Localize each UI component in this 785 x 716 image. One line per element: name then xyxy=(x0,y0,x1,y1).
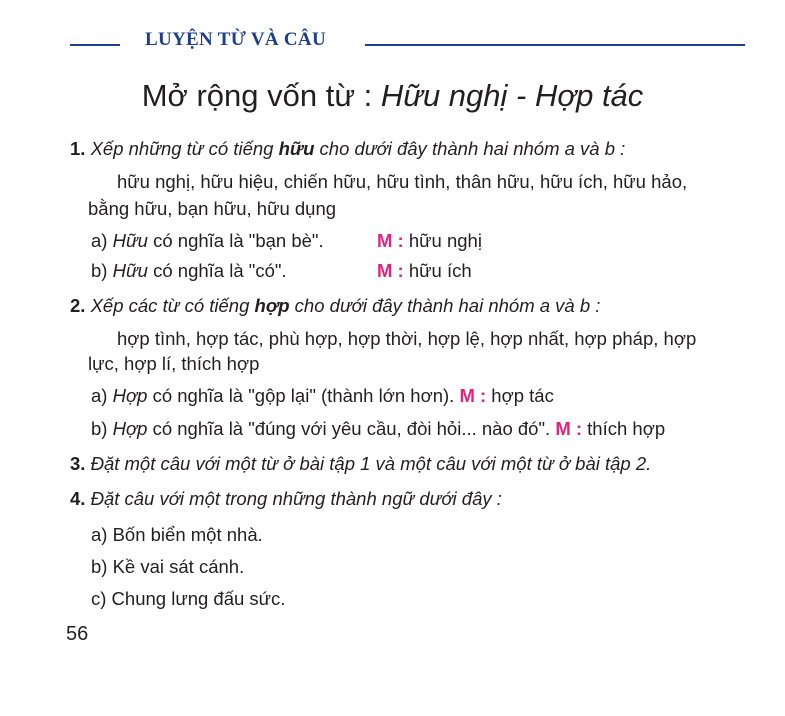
exercise-2-words-line-2: lực, hợp lí, thích hợp xyxy=(88,353,260,374)
model-marker: M : xyxy=(459,385,487,406)
exercise-2-prompt-start: Xếp các từ có tiếng xyxy=(90,295,255,316)
section-title: LUYỆN TỪ VÀ CÂU xyxy=(145,29,326,50)
page-number: 56 xyxy=(66,623,89,645)
exercise-1-model-b xyxy=(377,260,472,282)
exercise-2-prompt-end: cho dưới đây thành hai nhóm a và b : xyxy=(289,295,601,316)
exercise-1-words-line-2: bằng hữu, bạn hữu, hữu dụng xyxy=(88,198,337,219)
header-rule-left xyxy=(70,44,120,46)
exercise-4-item-a: a) Bốn biển một nhà. xyxy=(91,524,263,545)
item-meaning: có nghĩa là "gộp lại" (thành lớn hơn). xyxy=(147,385,455,406)
exercise-1-words-line-1: hữu nghị, hữu hiệu, chiến hữu, hữu tình, thân hữu, hữu ích, hữu hảo, xyxy=(117,171,688,192)
model-marker: M : xyxy=(377,260,404,281)
lesson-title-prefix: Mở rộng vốn từ : xyxy=(141,78,381,113)
exercise-3 xyxy=(70,453,651,475)
exercise-1-item-b xyxy=(91,260,287,282)
item-word: Hợp xyxy=(112,418,148,439)
exercise-4-item-c: c) Chung lưng đấu sức. xyxy=(91,588,286,609)
exercise-3-number: 3. xyxy=(70,453,86,474)
model-marker: M : xyxy=(377,230,404,251)
exercise-2-words-line-1: hợp tình, hợp tác, phù hợp, hợp thời, hợp lệ, hợp nhất, hợp pháp, hợp xyxy=(117,328,697,349)
item-meaning: có nghĩa là "đúng với yêu cầu, đòi hỏi... nào đó". xyxy=(147,418,551,439)
exercise-1-prompt xyxy=(70,138,625,160)
exercise-3-text: Đặt một câu với một từ ở bài tập 1 và một câu với một từ ở bài tập 2. xyxy=(90,453,652,474)
exercise-1-prompt-end: cho dưới đây thành hai nhóm a và b : xyxy=(314,138,626,159)
item-label: b) xyxy=(91,418,113,439)
model-example: hợp tác xyxy=(486,385,554,406)
item-word: Hợp xyxy=(112,385,148,406)
exercise-4 xyxy=(70,488,502,510)
exercise-4-item-b: b) Kề vai sát cánh. xyxy=(91,556,245,577)
item-label: a) xyxy=(91,385,113,406)
exercise-1-number: 1. xyxy=(70,138,86,159)
item-word: Hữu xyxy=(112,230,148,251)
exercise-2-item-b xyxy=(91,418,665,440)
exercise-1-item-a xyxy=(91,230,324,252)
item-label: b) xyxy=(91,260,113,281)
header-rule-right xyxy=(365,44,745,46)
exercise-4-number: 4. xyxy=(70,488,86,509)
exercise-2-item-a xyxy=(91,385,554,407)
exercise-4-text: Đặt câu với một trong những thành ngữ dưới đây : xyxy=(90,488,502,509)
exercise-2-prompt xyxy=(70,295,600,317)
exercise-1-prompt-start: Xếp những từ có tiếng xyxy=(90,138,279,159)
model-example: thích hợp xyxy=(582,418,666,439)
item-meaning: có nghĩa là "bạn bè". xyxy=(147,230,324,251)
item-meaning: có nghĩa là "có". xyxy=(147,260,287,281)
exercise-2-keyword: hợp xyxy=(254,295,290,316)
item-label: a) xyxy=(91,230,113,251)
item-word: Hữu xyxy=(112,260,148,281)
section-header xyxy=(70,26,745,56)
exercise-1-model-a xyxy=(377,230,482,252)
lesson-title xyxy=(0,78,785,114)
model-example: hữu nghị xyxy=(403,230,482,251)
exercise-1-keyword: hữu xyxy=(278,138,315,159)
model-example: hữu ích xyxy=(403,260,472,281)
lesson-title-topic: Hữu nghị - Hợp tác xyxy=(380,78,644,113)
exercise-2-number: 2. xyxy=(70,295,86,316)
model-marker: M : xyxy=(555,418,583,439)
